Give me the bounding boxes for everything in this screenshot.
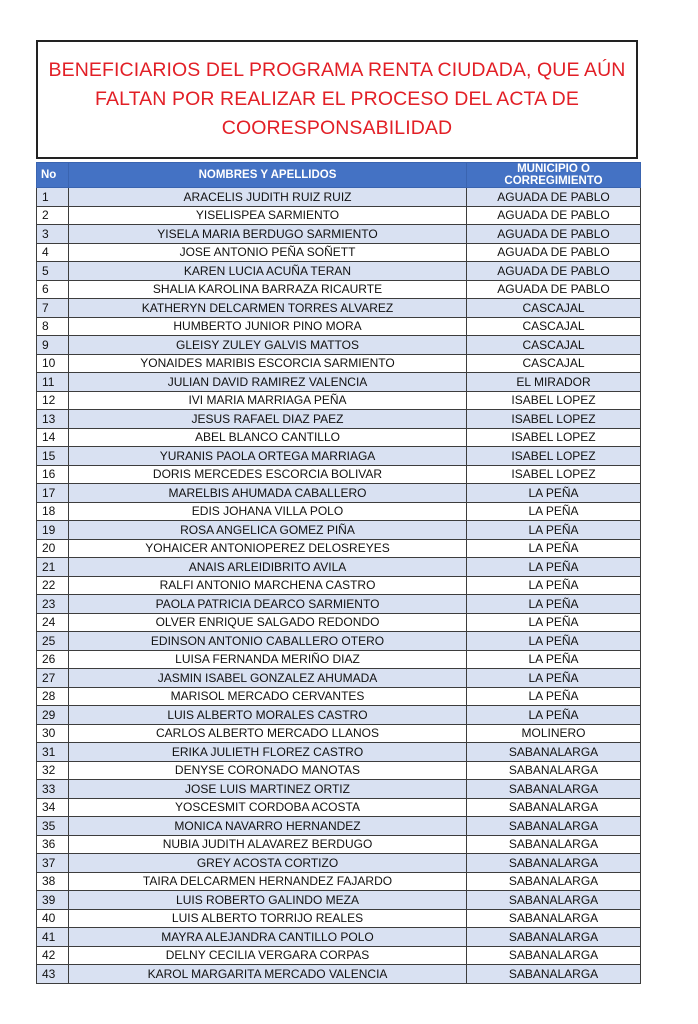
beneficiary-name: JULIAN DAVID RAMIREZ VALENCIA [69, 373, 467, 392]
table-row [37, 558, 641, 577]
beneficiary-name: YISELA MARIA BERDUGO SARMIENTO [69, 225, 467, 244]
table-row [37, 280, 641, 299]
row-number: 5 [37, 262, 69, 281]
beneficiary-name: LUIS ALBERTO MORALES CASTRO [69, 706, 467, 725]
municipality-name: CASCAJAL [467, 299, 641, 318]
municipality-name: CASCAJAL [467, 354, 641, 373]
beneficiary-name: ROSA ANGELICA GOMEZ PIÑA [69, 521, 467, 540]
beneficiary-name: KATHERYN DELCARMEN TORRES ALVAREZ [69, 299, 467, 318]
row-number: 28 [37, 687, 69, 706]
table-row [37, 613, 641, 632]
municipality-name: SABANALARGA [467, 946, 641, 965]
municipality-name: LA PEÑA [467, 706, 641, 725]
table-row [37, 798, 641, 817]
row-number: 32 [37, 761, 69, 780]
municipality-name: ISABEL LOPEZ [467, 410, 641, 429]
beneficiary-name: MARISOL MERCADO CERVANTES [69, 687, 467, 706]
beneficiary-name: ARACELIS JUDITH RUIZ RUIZ [69, 188, 467, 207]
table-row [37, 650, 641, 669]
beneficiary-name: DENYSE CORONADO MANOTAS [69, 761, 467, 780]
table-row [37, 373, 641, 392]
municipality-name: SABANALARGA [467, 780, 641, 799]
table-row [37, 410, 641, 429]
municipality-name: LA PEÑA [467, 613, 641, 632]
beneficiaries-table-wrapper [36, 162, 640, 984]
beneficiary-name: MARELBIS AHUMADA CABALLERO [69, 484, 467, 503]
beneficiary-name: CARLOS ALBERTO MERCADO LLANOS [69, 724, 467, 743]
municipality-name: LA PEÑA [467, 687, 641, 706]
municipality-name: LA PEÑA [467, 539, 641, 558]
row-number: 20 [37, 539, 69, 558]
row-number: 17 [37, 484, 69, 503]
row-number: 15 [37, 447, 69, 466]
table-row [37, 225, 641, 244]
row-number: 16 [37, 465, 69, 484]
table-row [37, 484, 641, 503]
table-row [37, 465, 641, 484]
municipality-name: CASCAJAL [467, 317, 641, 336]
beneficiary-name: YURANIS PAOLA ORTEGA MARRIAGA [69, 447, 467, 466]
row-number: 43 [37, 965, 69, 984]
table-row [37, 965, 641, 984]
table-row [37, 743, 641, 762]
table-row [37, 761, 641, 780]
municipality-name: ISABEL LOPEZ [467, 447, 641, 466]
table-row [37, 817, 641, 836]
table-row [37, 317, 641, 336]
beneficiary-name: RALFI ANTONIO MARCHENA CASTRO [69, 576, 467, 595]
municipality-name: SABANALARGA [467, 909, 641, 928]
beneficiary-name: GREY ACOSTA CORTIZO [69, 854, 467, 873]
row-number: 29 [37, 706, 69, 725]
header-name: NOMBRES Y APELLIDOS [69, 163, 467, 188]
table-row [37, 539, 641, 558]
table-header-row [37, 163, 641, 188]
row-number: 25 [37, 632, 69, 651]
header-no: No [37, 163, 69, 188]
municipality-name: SABANALARGA [467, 872, 641, 891]
table-row [37, 299, 641, 318]
row-number: 26 [37, 650, 69, 669]
table-row [37, 502, 641, 521]
row-number: 12 [37, 391, 69, 410]
row-number: 21 [37, 558, 69, 577]
table-row [37, 188, 641, 207]
table-row [37, 354, 641, 373]
row-number: 9 [37, 336, 69, 355]
beneficiary-name: KAROL MARGARITA MERCADO VALENCIA [69, 965, 467, 984]
row-number: 4 [37, 243, 69, 262]
row-number: 30 [37, 724, 69, 743]
beneficiary-name: LUIS ALBERTO TORRIJO REALES [69, 909, 467, 928]
beneficiary-name: LUIS ROBERTO GALINDO MEZA [69, 891, 467, 910]
table-row [37, 780, 641, 799]
table-row [37, 336, 641, 355]
table-row [37, 928, 641, 947]
beneficiary-name: NUBIA JUDITH ALAVAREZ BERDUGO [69, 835, 467, 854]
beneficiary-name: EDINSON ANTONIO CABALLERO OTERO [69, 632, 467, 651]
row-number: 1 [37, 188, 69, 207]
municipality-name: AGUADA DE PABLO [467, 188, 641, 207]
table-row [37, 521, 641, 540]
beneficiary-name: ANAIS ARLEIDIBRITO AVILA [69, 558, 467, 577]
table-row [37, 687, 641, 706]
row-number: 14 [37, 428, 69, 447]
beneficiary-name: SHALIA KAROLINA BARRAZA RICAURTE [69, 280, 467, 299]
beneficiary-name: OLVER ENRIQUE SALGADO REDONDO [69, 613, 467, 632]
table-row [37, 724, 641, 743]
table-body [37, 188, 641, 984]
beneficiary-name: DELNY CECILIA VERGARA CORPAS [69, 946, 467, 965]
municipality-name: ISABEL LOPEZ [467, 465, 641, 484]
municipality-name: SABANALARGA [467, 928, 641, 947]
beneficiary-name: JOSE LUIS MARTINEZ ORTIZ [69, 780, 467, 799]
beneficiary-name: YOSCESMIT CORDOBA ACOSTA [69, 798, 467, 817]
municipality-name: LA PEÑA [467, 484, 641, 503]
beneficiary-name: KAREN LUCIA ACUÑA TERAN [69, 262, 467, 281]
table-row [37, 262, 641, 281]
municipality-name: SABANALARGA [467, 835, 641, 854]
beneficiary-name: YOHAICER ANTONIOPEREZ DELOSREYES [69, 539, 467, 558]
table-row [37, 206, 641, 225]
table-row [37, 447, 641, 466]
table-row [37, 835, 641, 854]
municipality-name: LA PEÑA [467, 521, 641, 540]
table-row [37, 632, 641, 651]
row-number: 31 [37, 743, 69, 762]
row-number: 3 [37, 225, 69, 244]
row-number: 37 [37, 854, 69, 873]
row-number: 24 [37, 613, 69, 632]
row-number: 36 [37, 835, 69, 854]
municipality-name: MOLINERO [467, 724, 641, 743]
beneficiary-name: PAOLA PATRICIA DEARCO SARMIENTO [69, 595, 467, 614]
municipality-name: LA PEÑA [467, 502, 641, 521]
row-number: 7 [37, 299, 69, 318]
table-row [37, 872, 641, 891]
municipality-name: ISABEL LOPEZ [467, 391, 641, 410]
row-number: 10 [37, 354, 69, 373]
table-row [37, 391, 641, 410]
row-number: 18 [37, 502, 69, 521]
municipality-name: AGUADA DE PABLO [467, 243, 641, 262]
row-number: 40 [37, 909, 69, 928]
row-number: 42 [37, 946, 69, 965]
beneficiary-name: HUMBERTO JUNIOR PINO MORA [69, 317, 467, 336]
municipality-name: SABANALARGA [467, 817, 641, 836]
municipality-name: AGUADA DE PABLO [467, 225, 641, 244]
row-number: 39 [37, 891, 69, 910]
beneficiary-name: JESUS RAFAEL DIAZ PAEZ [69, 410, 467, 429]
municipality-name: LA PEÑA [467, 650, 641, 669]
municipality-name: SABANALARGA [467, 761, 641, 780]
table-row [37, 854, 641, 873]
row-number: 35 [37, 817, 69, 836]
row-number: 41 [37, 928, 69, 947]
beneficiary-name: MAYRA ALEJANDRA CANTILLO POLO [69, 928, 467, 947]
row-number: 11 [37, 373, 69, 392]
municipality-name: LA PEÑA [467, 595, 641, 614]
municipality-name: LA PEÑA [467, 558, 641, 577]
table-row [37, 595, 641, 614]
row-number: 33 [37, 780, 69, 799]
municipality-name: SABANALARGA [467, 798, 641, 817]
municipality-name: LA PEÑA [467, 632, 641, 651]
beneficiary-name: MONICA NAVARRO HERNANDEZ [69, 817, 467, 836]
row-number: 23 [37, 595, 69, 614]
row-number: 27 [37, 669, 69, 688]
row-number: 34 [37, 798, 69, 817]
municipality-name: LA PEÑA [467, 669, 641, 688]
municipality-name: CASCAJAL [467, 336, 641, 355]
beneficiary-name: LUISA FERNANDA MERIÑO DIAZ [69, 650, 467, 669]
table-row [37, 243, 641, 262]
municipality-name: SABANALARGA [467, 891, 641, 910]
municipality-name: AGUADA DE PABLO [467, 280, 641, 299]
beneficiary-name: GLEISY ZULEY GALVIS MATTOS [69, 336, 467, 355]
table-row [37, 909, 641, 928]
beneficiary-name: TAIRA DELCARMEN HERNANDEZ FAJARDO [69, 872, 467, 891]
table-row [37, 576, 641, 595]
municipality-name: AGUADA DE PABLO [467, 206, 641, 225]
beneficiary-name: DORIS MERCEDES ESCORCIA BOLIVAR [69, 465, 467, 484]
beneficiary-name: IVI MARIA MARRIAGA PEÑA [69, 391, 467, 410]
beneficiary-name: ERIKA JULIETH FLOREZ CASTRO [69, 743, 467, 762]
municipality-name: ISABEL LOPEZ [467, 428, 641, 447]
table-row [37, 946, 641, 965]
municipality-name: SABANALARGA [467, 854, 641, 873]
municipality-name: SABANALARGA [467, 743, 641, 762]
municipality-name: SABANALARGA [467, 965, 641, 984]
row-number: 13 [37, 410, 69, 429]
municipality-name: LA PEÑA [467, 576, 641, 595]
beneficiary-name: YONAIDES MARIBIS ESCORCIA SARMIENTO [69, 354, 467, 373]
beneficiary-name: JASMIN ISABEL GONZALEZ AHUMADA [69, 669, 467, 688]
row-number: 22 [37, 576, 69, 595]
table-row [37, 706, 641, 725]
row-number: 38 [37, 872, 69, 891]
table-row [37, 428, 641, 447]
row-number: 8 [37, 317, 69, 336]
title-box [36, 40, 638, 159]
municipality-name: AGUADA DE PABLO [467, 262, 641, 281]
row-number: 2 [37, 206, 69, 225]
beneficiary-name: YISELISPEA SARMIENTO [69, 206, 467, 225]
municipality-name: EL MIRADOR [467, 373, 641, 392]
beneficiaries-table [36, 162, 641, 984]
table-row [37, 669, 641, 688]
beneficiary-name: JOSE ANTONIO PEÑA SOÑETT [69, 243, 467, 262]
beneficiary-name: ABEL BLANCO CANTILLO [69, 428, 467, 447]
document-title: BENEFICIARIOS DEL PROGRAMA RENTA CIUDADA, QUE AÚN FALTAN POR REALIZAR EL PROCESO DEL ACTA DE COORESPONSABILIDAD [48, 59, 626, 139]
table-row [37, 891, 641, 910]
beneficiary-name: EDIS JOHANA VILLA POLO [69, 502, 467, 521]
header-municipality: MUNICIPIO O CORREGIMIENTO [467, 163, 641, 188]
row-number: 19 [37, 521, 69, 540]
row-number: 6 [37, 280, 69, 299]
